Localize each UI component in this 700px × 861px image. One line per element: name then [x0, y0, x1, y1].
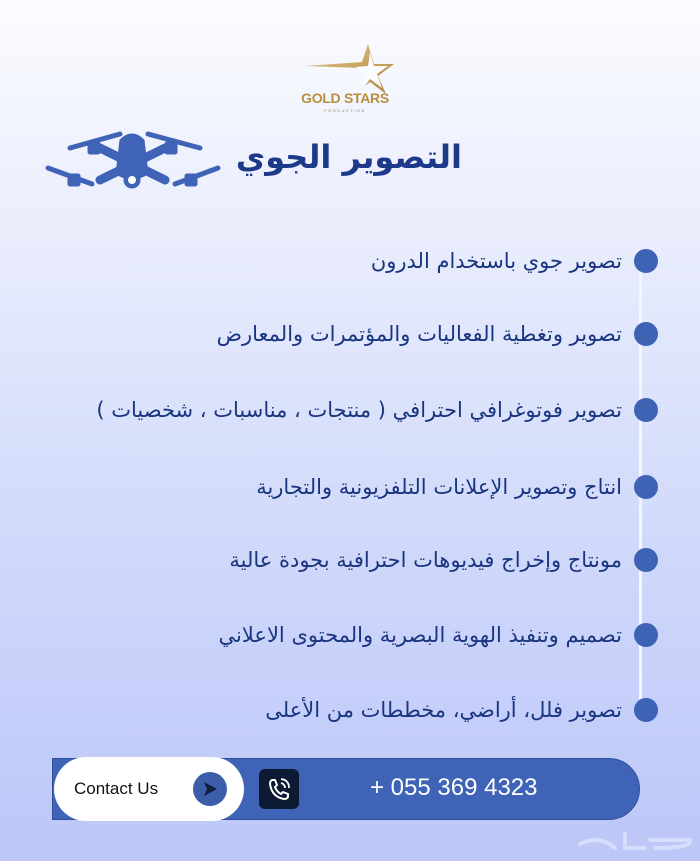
bullet-dot-icon — [634, 548, 658, 572]
service-item — [265, 693, 658, 727]
brand-name: GOLD STARS — [301, 90, 389, 106]
bullet-dot-icon — [634, 322, 658, 346]
bullet-dot-icon — [634, 698, 658, 722]
bullet-dot-icon — [634, 249, 658, 273]
service-label: تصوير وتغطية الفعاليات والمؤتمرات والمعارض — [216, 322, 622, 346]
service-item — [219, 618, 658, 652]
bullet-dot-icon — [634, 398, 658, 422]
brand-tagline: PRODUCTION — [324, 108, 366, 113]
service-item — [96, 393, 658, 427]
phone-call-icon[interactable] — [259, 769, 299, 809]
service-label: تصوير فلل، أراضي، مخططات من الأعلى — [265, 698, 622, 722]
service-item — [217, 317, 658, 351]
service-item — [256, 470, 658, 504]
contact-us-label: Contact Us — [74, 779, 159, 798]
service-label: مونتاج وإخراج فيديوهات احترافية بجودة عالية — [229, 548, 622, 572]
page-title: التصوير الجوي — [235, 138, 462, 176]
contact-us-button[interactable] — [54, 757, 244, 821]
service-item — [229, 543, 658, 577]
haraj-watermark — [575, 826, 695, 856]
play-arrow-icon[interactable] — [193, 772, 227, 806]
bullet-dot-icon — [634, 623, 658, 647]
service-label: انتاج وتصوير الإعلانات التلفزيونية والتجارية — [256, 475, 622, 499]
gold-stars-logo — [290, 40, 410, 120]
service-label: تصميم وتنفيذ الهوية البصرية والمحتوى الاعلاني — [218, 623, 622, 647]
service-label: تصوير فوتوغرافي احترافي ( منتجات ، مناسبات ، شخصيات ) — [96, 398, 622, 422]
star-icon — [290, 40, 410, 95]
phone-number[interactable]: + 055 369 4323 — [370, 774, 538, 801]
bullet-dot-icon — [634, 475, 658, 499]
service-label: تصوير جوي باستخدام الدرون — [370, 249, 622, 273]
drone-icon — [40, 120, 225, 195]
service-item — [371, 244, 658, 278]
